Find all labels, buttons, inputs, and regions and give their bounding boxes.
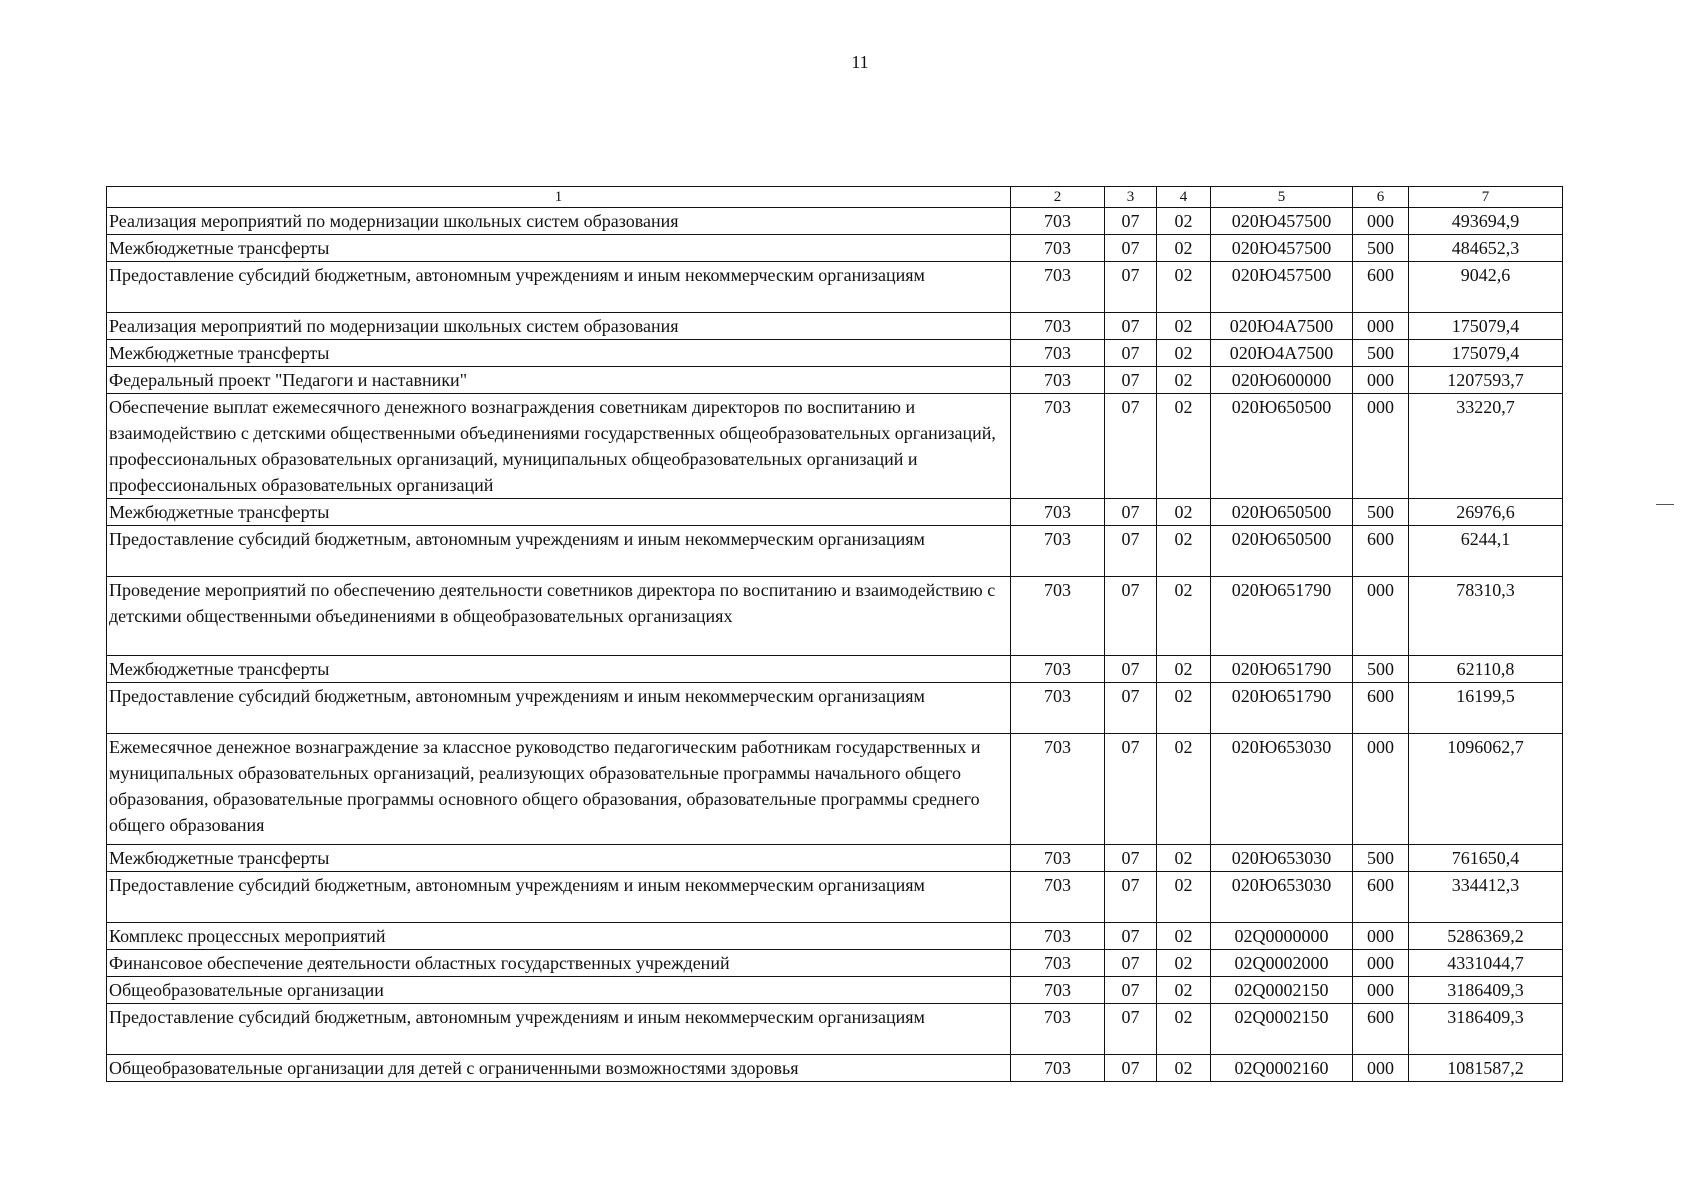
column-header: 2 bbox=[1011, 187, 1105, 208]
row-name: Предоставление субсидий бюджетным, автономным учреждениям и иным некоммерческим организациям bbox=[107, 526, 1011, 577]
subsection-code: 02 bbox=[1157, 872, 1211, 923]
row-name: Межбюджетные трансферты bbox=[107, 656, 1011, 683]
target-item-code: 02Q0002160 bbox=[1211, 1055, 1353, 1082]
table-row bbox=[107, 950, 1563, 977]
amount: 78310,3 bbox=[1409, 577, 1563, 656]
expense-type-code: 500 bbox=[1353, 235, 1409, 262]
scan-mark bbox=[1656, 504, 1674, 505]
target-item-code: 020Ю457500 bbox=[1211, 235, 1353, 262]
table-row bbox=[107, 734, 1563, 845]
ministry-code: 703 bbox=[1011, 313, 1105, 340]
expense-type-code: 000 bbox=[1353, 1055, 1409, 1082]
expense-type-code: 600 bbox=[1353, 872, 1409, 923]
expense-type-code: 600 bbox=[1353, 262, 1409, 313]
subsection-code: 02 bbox=[1157, 950, 1211, 977]
subsection-code: 02 bbox=[1157, 526, 1211, 577]
expense-type-code: 000 bbox=[1353, 734, 1409, 845]
target-item-code: 020Ю651790 bbox=[1211, 577, 1353, 656]
expense-type-code: 000 bbox=[1353, 950, 1409, 977]
row-name: Предоставление субсидий бюджетным, автономным учреждениям и иным некоммерческим организациям bbox=[107, 872, 1011, 923]
ministry-code: 703 bbox=[1011, 734, 1105, 845]
ministry-code: 703 bbox=[1011, 923, 1105, 950]
section-code: 07 bbox=[1105, 262, 1157, 313]
subsection-code: 02 bbox=[1157, 235, 1211, 262]
section-code: 07 bbox=[1105, 235, 1157, 262]
table-row bbox=[107, 367, 1563, 394]
row-name: Предоставление субсидий бюджетным, автономным учреждениям и иным некоммерческим организациям bbox=[107, 683, 1011, 734]
row-name: Межбюджетные трансферты bbox=[107, 845, 1011, 872]
target-item-code: 020Ю651790 bbox=[1211, 683, 1353, 734]
section-code: 07 bbox=[1105, 313, 1157, 340]
expense-type-code: 000 bbox=[1353, 313, 1409, 340]
amount: 3186409,3 bbox=[1409, 1004, 1563, 1055]
row-name: Общеобразовательные организации bbox=[107, 977, 1011, 1004]
table-header-row bbox=[107, 187, 1563, 208]
amount: 493694,9 bbox=[1409, 208, 1563, 235]
section-code: 07 bbox=[1105, 394, 1157, 499]
target-item-code: 020Ю653030 bbox=[1211, 845, 1353, 872]
section-code: 07 bbox=[1105, 1004, 1157, 1055]
row-name: Реализация мероприятий по модернизации школьных систем образования bbox=[107, 208, 1011, 235]
subsection-code: 02 bbox=[1157, 313, 1211, 340]
table-row bbox=[107, 235, 1563, 262]
expense-type-code: 600 bbox=[1353, 683, 1409, 734]
table-row bbox=[107, 1055, 1563, 1082]
row-name: Межбюджетные трансферты bbox=[107, 499, 1011, 526]
section-code: 07 bbox=[1105, 367, 1157, 394]
amount: 1096062,7 bbox=[1409, 734, 1563, 845]
ministry-code: 703 bbox=[1011, 950, 1105, 977]
target-item-code: 020Ю653030 bbox=[1211, 734, 1353, 845]
table-row bbox=[107, 340, 1563, 367]
section-code: 07 bbox=[1105, 656, 1157, 683]
ministry-code: 703 bbox=[1011, 577, 1105, 656]
ministry-code: 703 bbox=[1011, 872, 1105, 923]
amount: 1207593,7 bbox=[1409, 367, 1563, 394]
table-row bbox=[107, 683, 1563, 734]
ministry-code: 703 bbox=[1011, 845, 1105, 872]
table-row bbox=[107, 526, 1563, 577]
section-code: 07 bbox=[1105, 340, 1157, 367]
section-code: 07 bbox=[1105, 872, 1157, 923]
amount: 6244,1 bbox=[1409, 526, 1563, 577]
expense-type-code: 000 bbox=[1353, 923, 1409, 950]
column-header: 3 bbox=[1105, 187, 1157, 208]
target-item-code: 020Ю650500 bbox=[1211, 394, 1353, 499]
subsection-code: 02 bbox=[1157, 340, 1211, 367]
amount: 175079,4 bbox=[1409, 340, 1563, 367]
section-code: 07 bbox=[1105, 977, 1157, 1004]
section-code: 07 bbox=[1105, 950, 1157, 977]
ministry-code: 703 bbox=[1011, 262, 1105, 313]
amount: 5286369,2 bbox=[1409, 923, 1563, 950]
ministry-code: 703 bbox=[1011, 1004, 1105, 1055]
column-header: 5 bbox=[1211, 187, 1353, 208]
row-name: Межбюджетные трансферты bbox=[107, 340, 1011, 367]
subsection-code: 02 bbox=[1157, 1055, 1211, 1082]
amount: 26976,6 bbox=[1409, 499, 1563, 526]
section-code: 07 bbox=[1105, 683, 1157, 734]
subsection-code: 02 bbox=[1157, 734, 1211, 845]
table-row bbox=[107, 872, 1563, 923]
ministry-code: 703 bbox=[1011, 977, 1105, 1004]
target-item-code: 02Q0002150 bbox=[1211, 1004, 1353, 1055]
table-row bbox=[107, 845, 1563, 872]
expense-type-code: 000 bbox=[1353, 577, 1409, 656]
table-row bbox=[107, 499, 1563, 526]
expense-type-code: 600 bbox=[1353, 1004, 1409, 1055]
expense-type-code: 600 bbox=[1353, 526, 1409, 577]
ministry-code: 703 bbox=[1011, 208, 1105, 235]
amount: 33220,7 bbox=[1409, 394, 1563, 499]
table-row bbox=[107, 1004, 1563, 1055]
table-row bbox=[107, 977, 1563, 1004]
target-item-code: 020Ю4А7500 bbox=[1211, 313, 1353, 340]
subsection-code: 02 bbox=[1157, 923, 1211, 950]
ministry-code: 703 bbox=[1011, 526, 1105, 577]
target-item-code: 020Ю457500 bbox=[1211, 262, 1353, 313]
amount: 62110,8 bbox=[1409, 656, 1563, 683]
subsection-code: 02 bbox=[1157, 208, 1211, 235]
row-name: Межбюджетные трансферты bbox=[107, 235, 1011, 262]
amount: 4331044,7 bbox=[1409, 950, 1563, 977]
ministry-code: 703 bbox=[1011, 1055, 1105, 1082]
expense-type-code: 000 bbox=[1353, 367, 1409, 394]
amount: 484652,3 bbox=[1409, 235, 1563, 262]
ministry-code: 703 bbox=[1011, 340, 1105, 367]
column-header: 7 bbox=[1409, 187, 1563, 208]
row-name: Общеобразовательные организации для детей с ограниченными возможностями здоровья bbox=[107, 1055, 1011, 1082]
row-name: Обеспечение выплат ежемесячного денежного вознаграждения советникам директоров по воспитанию и взаимодействию с детскими общественными объединениями государственных общеобразовательных организаций, профессиональных образовательных организаций, муниципальных общеобразовательных организаций и профессиональных образовательных организаций bbox=[107, 394, 1011, 499]
column-header: 1 bbox=[107, 187, 1011, 208]
amount: 334412,3 bbox=[1409, 872, 1563, 923]
amount: 1081587,2 bbox=[1409, 1055, 1563, 1082]
ministry-code: 703 bbox=[1011, 683, 1105, 734]
row-name: Проведение мероприятий по обеспечению деятельности советников директора по воспитанию и взаимодействию с детскими общественными объединениями в общеобразовательных организациях bbox=[107, 577, 1011, 656]
subsection-code: 02 bbox=[1157, 1004, 1211, 1055]
section-code: 07 bbox=[1105, 1055, 1157, 1082]
amount: 175079,4 bbox=[1409, 313, 1563, 340]
section-code: 07 bbox=[1105, 923, 1157, 950]
subsection-code: 02 bbox=[1157, 845, 1211, 872]
subsection-code: 02 bbox=[1157, 394, 1211, 499]
target-item-code: 020Ю4А7500 bbox=[1211, 340, 1353, 367]
target-item-code: 02Q0002150 bbox=[1211, 977, 1353, 1004]
amount: 761650,4 bbox=[1409, 845, 1563, 872]
table-row bbox=[107, 656, 1563, 683]
row-name: Предоставление субсидий бюджетным, автономным учреждениям и иным некоммерческим организациям bbox=[107, 1004, 1011, 1055]
expense-type-code: 000 bbox=[1353, 394, 1409, 499]
section-code: 07 bbox=[1105, 577, 1157, 656]
target-item-code: 020Ю600000 bbox=[1211, 367, 1353, 394]
amount: 3186409,3 bbox=[1409, 977, 1563, 1004]
subsection-code: 02 bbox=[1157, 656, 1211, 683]
expense-type-code: 000 bbox=[1353, 208, 1409, 235]
row-name: Федеральный проект "Педагоги и наставники" bbox=[107, 367, 1011, 394]
section-code: 07 bbox=[1105, 499, 1157, 526]
subsection-code: 02 bbox=[1157, 683, 1211, 734]
target-item-code: 02Q0002000 bbox=[1211, 950, 1353, 977]
ministry-code: 703 bbox=[1011, 499, 1105, 526]
target-item-code: 020Ю650500 bbox=[1211, 526, 1353, 577]
section-code: 07 bbox=[1105, 208, 1157, 235]
subsection-code: 02 bbox=[1157, 367, 1211, 394]
target-item-code: 020Ю457500 bbox=[1211, 208, 1353, 235]
row-name: Ежемесячное денежное вознаграждение за классное руководство педагогическим работникам государственных и муниципальных образовательных организаций, реализующих образовательные программы начального общего образования, образовательные программы основного общего образования, образовательные программы среднего общего образования bbox=[107, 734, 1011, 845]
table-row bbox=[107, 577, 1563, 656]
ministry-code: 703 bbox=[1011, 394, 1105, 499]
table-row bbox=[107, 208, 1563, 235]
ministry-code: 703 bbox=[1011, 656, 1105, 683]
amount: 16199,5 bbox=[1409, 683, 1563, 734]
subsection-code: 02 bbox=[1157, 499, 1211, 526]
subsection-code: 02 bbox=[1157, 577, 1211, 656]
ministry-code: 703 bbox=[1011, 367, 1105, 394]
expense-type-code: 500 bbox=[1353, 499, 1409, 526]
table-row bbox=[107, 262, 1563, 313]
ministry-code: 703 bbox=[1011, 235, 1105, 262]
row-name: Комплекс процессных мероприятий bbox=[107, 923, 1011, 950]
section-code: 07 bbox=[1105, 845, 1157, 872]
expense-type-code: 500 bbox=[1353, 845, 1409, 872]
target-item-code: 02Q0000000 bbox=[1211, 923, 1353, 950]
budget-table bbox=[106, 186, 1563, 1082]
section-code: 07 bbox=[1105, 526, 1157, 577]
target-item-code: 020Ю650500 bbox=[1211, 499, 1353, 526]
section-code: 07 bbox=[1105, 734, 1157, 845]
target-item-code: 020Ю651790 bbox=[1211, 656, 1353, 683]
table-row bbox=[107, 394, 1563, 499]
row-name: Финансовое обеспечение деятельности областных государственных учреждений bbox=[107, 950, 1011, 977]
row-name: Предоставление субсидий бюджетным, автономным учреждениям и иным некоммерческим организациям bbox=[107, 262, 1011, 313]
subsection-code: 02 bbox=[1157, 977, 1211, 1004]
expense-type-code: 500 bbox=[1353, 340, 1409, 367]
expense-type-code: 500 bbox=[1353, 656, 1409, 683]
amount: 9042,6 bbox=[1409, 262, 1563, 313]
target-item-code: 020Ю653030 bbox=[1211, 872, 1353, 923]
table-row bbox=[107, 923, 1563, 950]
subsection-code: 02 bbox=[1157, 262, 1211, 313]
expense-type-code: 000 bbox=[1353, 977, 1409, 1004]
table-row bbox=[107, 313, 1563, 340]
column-header: 6 bbox=[1353, 187, 1409, 208]
row-name: Реализация мероприятий по модернизации школьных систем образования bbox=[107, 313, 1011, 340]
page-number: 11 bbox=[851, 52, 869, 72]
column-header: 4 bbox=[1157, 187, 1211, 208]
